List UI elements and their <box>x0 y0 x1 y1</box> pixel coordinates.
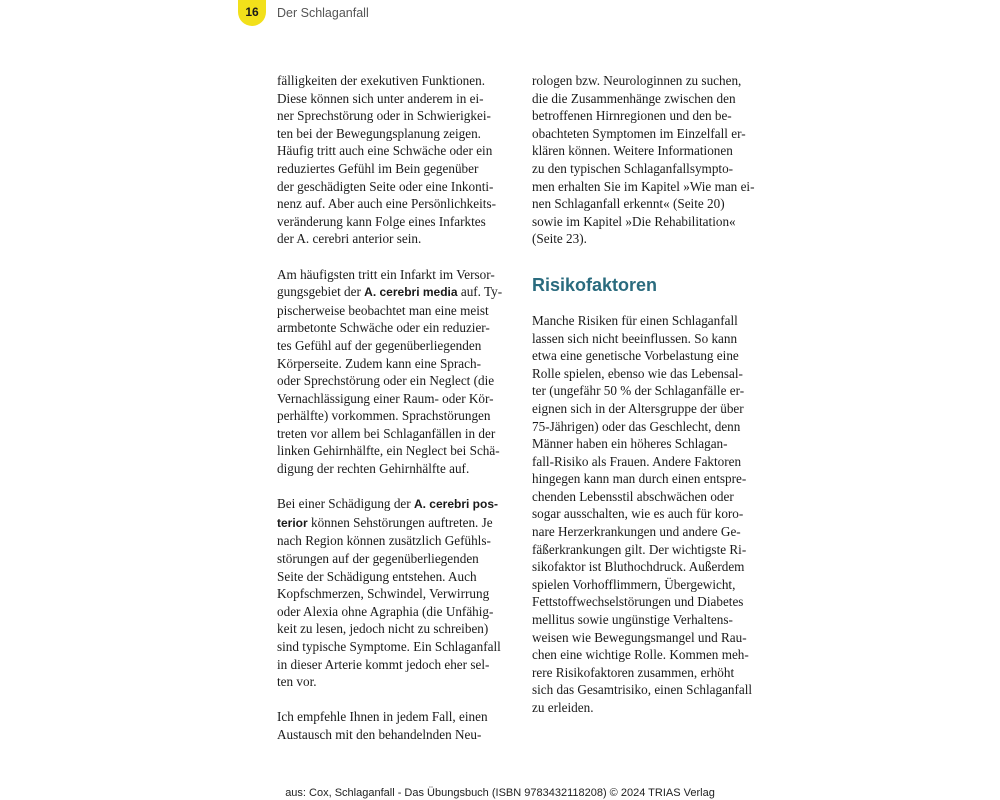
text-segment: gungsgebiet der <box>277 284 365 300</box>
left-paragraph-3 <box>277 495 513 691</box>
text-line: chen eine wichtige Rolle. Kommen meh- <box>532 647 749 663</box>
text-line: störungen auf der gegenüberliegenden <box>277 551 479 567</box>
text-line: treten vor allem bei Schlaganfällen in der <box>277 425 496 441</box>
left-paragraph-4 <box>277 708 513 743</box>
text-line: fälligkeiten der exekutiven Funktionen. <box>277 73 486 88</box>
text-line: etwa eine genetische Vorbelastung eine <box>532 348 739 364</box>
section-heading-risikofaktoren: Risikofaktoren <box>532 274 658 295</box>
text-segment: können Sehstörungen auftreten. Je <box>307 514 493 530</box>
text-line: reduziertes Gefühl im Bein gegenüber <box>277 160 479 176</box>
text-line: Seite der Schädigung entstehen. Auch <box>277 568 477 584</box>
left-paragraph-2 <box>277 266 513 478</box>
text-line: digung der rechten Gehirnhälfte auf. <box>277 461 470 477</box>
text-line: armbetonte Schwäche oder ein reduzier- <box>277 320 490 336</box>
right-paragraph-1 <box>532 72 768 248</box>
text-line: sikofaktor ist Bluthochdruck. Außerdem <box>532 559 745 575</box>
text-line: mellitus sowie ungünstige Verhaltens- <box>532 612 733 628</box>
text-line: oder Alexia ohne Agraphia (die Unfähig- <box>277 603 494 619</box>
text-line: in dieser Arterie kommt jedoch eher sel- <box>277 656 490 672</box>
text-line: (Seite 23). <box>532 231 587 247</box>
text-line: perhälfte) vorkommen. Sprachstörungen <box>277 408 491 424</box>
text-line: nen Schlaganfall erkennt« (Seite 20) <box>532 196 725 212</box>
text-line: sogar ausschalten, wie es auch für koro- <box>532 506 744 522</box>
left-paragraph-1 <box>277 72 513 248</box>
text-line: ner Sprechstörung oder in Schwierigkei- <box>277 108 491 124</box>
text-line: ten vor. <box>277 674 317 690</box>
text-line: fall-Risiko als Frauen. Andere Faktoren <box>532 453 742 469</box>
text-line: die die Zusammenhänge zwischen den <box>532 90 736 106</box>
text-line: Am häufigsten tritt ein Infarkt im Versor- <box>277 266 495 282</box>
running-head: Der Schlaganfall <box>277 6 369 20</box>
page-number: 16 <box>245 5 259 19</box>
right-column <box>532 72 768 734</box>
text-line: Kopfschmerzen, Schwindel, Verwirrung <box>277 586 490 602</box>
text-line: obachteten Symptomen im Einzelfall er- <box>532 125 746 141</box>
text-line: chenden Lebensstil abschwächen oder <box>532 488 734 504</box>
text-line: lassen sich nicht beeinflussen. So kann <box>532 330 738 346</box>
text-line: Häufig tritt auch eine Schwäche oder ein <box>277 143 493 159</box>
text-line <box>277 514 513 533</box>
text-line: spielen Vorhofflimmern, Übergewicht, <box>532 576 736 592</box>
text-line: betroffenen Hirnregionen und den be- <box>532 108 732 124</box>
text-line: sind typische Symptome. Ein Schlaganfall <box>277 639 501 654</box>
text-line: Männer haben ein höheres Schlagan- <box>532 436 728 452</box>
text-segment: Bei einer Schädigung der <box>277 496 414 512</box>
left-column <box>277 72 513 761</box>
text-line <box>277 283 513 302</box>
right-paragraph-2 <box>532 312 768 717</box>
source-footer: aus: Cox, Schlaganfall - Das Übungsbuch (ISBN 9783432118208) © 2024 TRIAS Verlag <box>285 787 715 799</box>
text-line: eignen sich in der Altersgruppe der über <box>532 400 744 416</box>
text-line: Körperseite. Zudem kann eine Sprach- <box>277 355 481 371</box>
text-line: klären können. Weitere Informationen <box>532 143 733 159</box>
text-line <box>277 495 513 514</box>
text-line: sowie im Kapitel »Die Rehabilitation« <box>532 213 736 229</box>
text-line: nenz auf. Aber auch eine Persönlichkeits- <box>277 196 496 212</box>
text-line: fäßerkrankungen gilt. Der wichtigste Ri- <box>532 541 747 557</box>
text-line: Manche Risiken für einen Schlaganfall <box>532 312 738 328</box>
text-line: ter (ungefähr 50 % der Schlaganfälle er- <box>532 383 745 399</box>
text-line: ten bei der Bewegungsplanung zeigen. <box>277 125 481 141</box>
page-number-badge <box>238 0 266 26</box>
text-line: tes Gefühl auf der gegenüberliegenden <box>277 337 482 353</box>
text-line: hingegen kann man durch einen entspre- <box>532 471 747 487</box>
text-line: weisen wie Bewegungsmangel und Rau- <box>532 629 747 645</box>
artery-term-posterior-cont: terior <box>277 515 308 530</box>
text-line: rologen bzw. Neurologinnen zu suchen, <box>532 73 742 88</box>
text-line: zu den typischen Schlaganfallsympto- <box>532 160 734 176</box>
text-line: Diese können sich unter anderem in ei- <box>277 90 484 106</box>
text-line: rere Risikofaktoren zusammen, erhöht <box>532 664 735 680</box>
text-line: 75-Jährigen) oder das Geschlecht, denn <box>532 418 741 434</box>
text-line: Vernachlässigung einer Raum- oder Kör- <box>277 390 494 406</box>
text-line: veränderung kann Folge eines Infarktes <box>277 213 486 229</box>
artery-term-media: A. cerebri media <box>364 285 458 300</box>
text-line: keit zu lesen, jedoch nicht zu schreiben) <box>277 621 489 637</box>
text-line: der A. cerebri anterior sein. <box>277 231 422 247</box>
text-line: Fettstoffwechselstörungen und Diabetes <box>532 594 744 610</box>
text-line: nach Region können zusätzlich Gefühls- <box>277 533 491 549</box>
text-line: nare Herzerkrankungen und andere Ge- <box>532 524 741 540</box>
text-line: zu erleiden. <box>532 700 594 715</box>
text-line: sich das Gesamtrisiko, einen Schlaganfall <box>532 682 753 698</box>
artery-term-posterior: A. cerebri pos- <box>413 497 498 512</box>
text-segment: auf. Ty- <box>457 284 503 300</box>
text-line: pischerweise beobachtet man eine meist <box>277 302 489 318</box>
text-line: Ich empfehle Ihnen in jedem Fall, einen <box>277 709 488 725</box>
text-line: men erhalten Sie im Kapitel »Wie man ei- <box>532 178 755 194</box>
text-line: der geschädigten Seite oder eine Inkonti- <box>277 178 494 194</box>
text-line: Rolle spielen, ebenso wie das Lebensal- <box>532 365 743 381</box>
text-line: oder Sprechstörung oder ein Neglect (die <box>277 373 495 389</box>
text-line: linken Gehirnhälfte, ein Neglect bei Schä- <box>277 443 500 459</box>
text-line: Austausch mit den behandelnden Neu- <box>277 726 482 742</box>
